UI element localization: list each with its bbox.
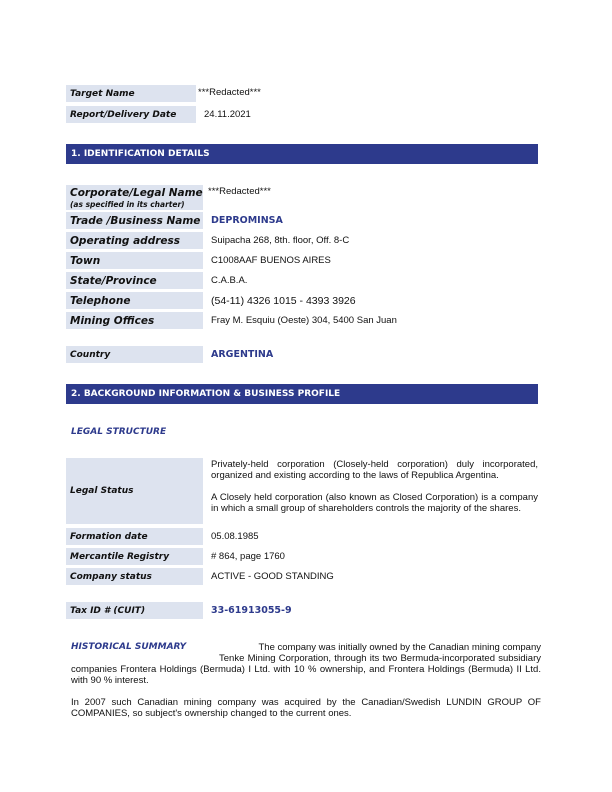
mining-offices-value: Fray M. Esquiu (Oeste) 304, 5400 San Juan — [211, 315, 397, 326]
corporate-name-label — [66, 185, 203, 210]
mercantile-registry-label: Mercantile Registry — [66, 548, 203, 565]
historical-summary-rest: Tenke Mining Corporation, through its two Bermuda-incorporated subsidiary companies Frontera Holdings (Bermuda) I Ltd. with 10 % ownership, and Frontera Holdings (Bermuda) II Ltd. with 90 % interest. — [71, 653, 541, 686]
mercantile-registry-value: # 864, page 1760 — [211, 551, 285, 562]
legal-status-paragraph-2: A Closely held corporation (also known as Closed Corporation) is a company in which a small group of shareholders controls the majority of the shares. — [211, 492, 538, 514]
legal-status-paragraph-1: Privately-held corporation (Closely-held corporation) duly incorporated, organized and existing according to the laws of Republica Argentina. — [211, 459, 538, 481]
country-value: ARGENTINA — [211, 349, 274, 360]
telephone-value: (54-11) 4326 1015 - 4393 3926 — [211, 294, 356, 307]
operating-address-value: Suipacha 268, 8th. floor, Off. 8-C — [211, 235, 350, 246]
historical-summary-paragraph-1 — [71, 653, 541, 686]
state-province-value: C.A.B.A. — [211, 275, 248, 286]
town-value: C1008AAF BUENOS AIRES — [211, 255, 331, 266]
town-label: Town — [66, 252, 203, 269]
section-background-header: 2. BACKGROUND INFORMATION & BUSINESS PROFILE — [66, 384, 538, 404]
operating-address-label: Operating address — [66, 232, 203, 249]
legal-structure-heading: LEGAL STRUCTURE — [71, 427, 167, 437]
tax-id-label: Tax ID # (CUIT) — [66, 602, 203, 619]
country-label: Country — [66, 346, 203, 363]
report-date-value: 24.11.2021 — [204, 109, 251, 120]
trade-name-value: DEPROMINSA — [211, 215, 283, 226]
historical-summary-paragraph-2: In 2007 such Canadian mining company was acquired by the Canadian/Swedish LUNDIN GROUP OF COMPANIES, so subject's ownership changed to the current ones. — [71, 697, 541, 719]
report-date-label: Report/Delivery Date — [66, 106, 196, 123]
section-identification-header: 1. IDENTIFICATION DETAILS — [66, 144, 538, 164]
company-status-value: ACTIVE - GOOD STANDING — [211, 571, 334, 582]
trade-name-label: Trade /Business Name — [66, 212, 203, 229]
historical-summary-heading: HISTORICAL SUMMARY — [71, 642, 187, 652]
formation-date-value: 05.08.1985 — [211, 531, 259, 542]
mining-offices-label: Mining Offices — [66, 312, 203, 329]
legal-status-label: Legal Status — [66, 458, 203, 524]
target-name-value: ***Redacted*** — [198, 86, 261, 98]
formation-date-label: Formation date — [66, 528, 203, 545]
state-province-label: State/Province — [66, 272, 203, 289]
corporate-name-label-text: Corporate/Legal Name — [70, 186, 203, 199]
corporate-name-value: ***Redacted*** — [208, 185, 271, 197]
tax-id-value: 33-61913055-9 — [211, 605, 292, 616]
target-name-label: Target Name — [66, 85, 196, 102]
corporate-name-sublabel: (as specified in its charter) — [70, 199, 185, 209]
historical-summary-first-line: The company was initially owned by the Canadian mining company — [258, 642, 541, 653]
telephone-label: Telephone — [66, 292, 203, 309]
company-status-label: Company status — [66, 568, 203, 585]
